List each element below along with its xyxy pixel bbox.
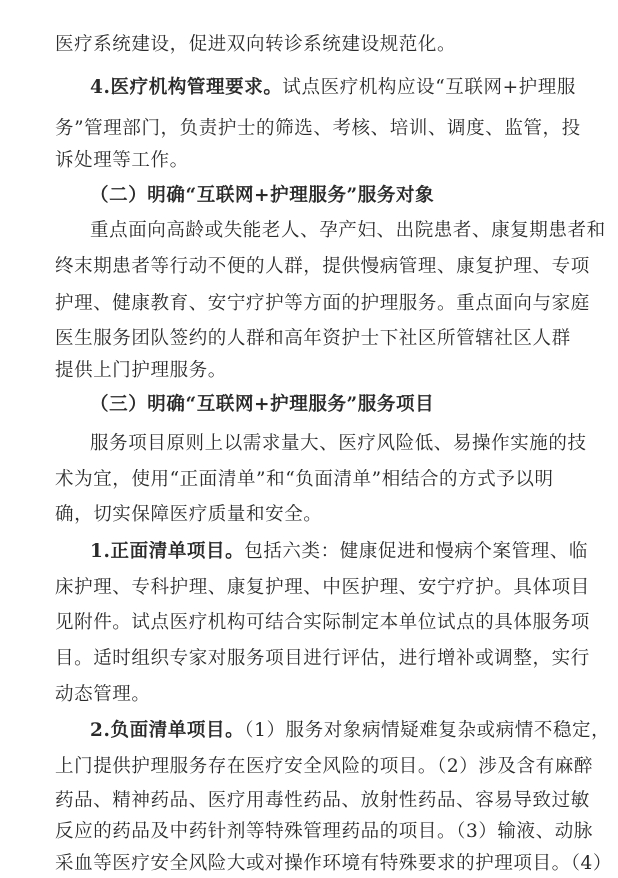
item-4-paragraph-line: 4.医疗机构管理要求。试点医疗机构应设“互联网+护理服 <box>90 77 576 98</box>
body-line-19: 动态管理。 <box>55 684 151 705</box>
item-4-title: 4.医疗机构管理要求。 <box>90 77 283 98</box>
item-1-title: 1.正面清单项目。 <box>90 541 245 562</box>
body-line-24: 采血等医疗安全风险大或对操作环境有特殊要求的护理项目。（4） <box>55 853 613 874</box>
item-2-title: 2.负面清单项目。 <box>90 720 245 741</box>
body-line-23: 反应的药品及中药针剂等特殊管理药品的项目。（3）输液、动脉 <box>55 821 593 842</box>
body-line-8: 护理、健康教育、安宁疗护等方面的护理服务。重点面向与家庭 <box>55 293 590 314</box>
body-line-12: 服务项目原则上以需求量大、医疗风险低、易操作实施的技 <box>90 433 587 454</box>
body-line-9: 医生服务团队签约的人群和高年资护士下社区所管辖社区人群 <box>55 328 571 349</box>
body-line-14: 确，切实保障医疗质量和安全。 <box>55 504 323 525</box>
body-line-13: 术为宜，使用“正面清单”和“负面清单”相结合的方式予以明 <box>55 469 554 490</box>
body-line-4: 诉处理等工作。 <box>55 150 189 171</box>
item-2-paragraph-line: 2.负面清单项目。（1）服务对象病情疑难复杂或病情不稳定， <box>90 720 611 741</box>
body-line-7: 终末期患者等行动不便的人群，提供慢病管理、康复护理、专项 <box>55 256 590 277</box>
body-line-21: 上门提供护理服务存在医疗安全风险的项目。（2）涉及含有麻醉 <box>55 756 593 777</box>
body-line-6: 重点面向高龄或失能老人、孕产妇、出院患者、康复期患者和 <box>90 220 606 241</box>
item-1-paragraph-line: 1.正面清单项目。包括六类：健康促进和慢病个案管理、临 <box>90 541 589 562</box>
section-heading-2: （二）明确“互联网+护理服务”服务对象 <box>90 185 435 206</box>
body-line-18: 目。适时组织专家对服务项目进行评估，进行增补或调整，实行 <box>55 648 590 669</box>
body-line-16: 床护理、专科护理、康复护理、中医护理、安宁疗护。具体项目 <box>55 577 590 598</box>
section-heading-3: （三）明确“互联网+护理服务”服务项目 <box>90 394 435 415</box>
body-line-17: 见附件。试点医疗机构可结合实际制定本单位试点的具体服务项 <box>55 612 590 633</box>
body-line-22: 药品、精神药品、医疗用毒性药品、放射性药品、容易导致过敏 <box>55 790 590 811</box>
body-line-10: 提供上门护理服务。 <box>55 360 227 381</box>
body-line-3: 务”管理部门，负责护士的筛选、考核、培训、调度、监管，投 <box>55 118 581 139</box>
body-line-1: 医疗系统建设，促进双向转诊系统建设规范化。 <box>55 34 457 55</box>
